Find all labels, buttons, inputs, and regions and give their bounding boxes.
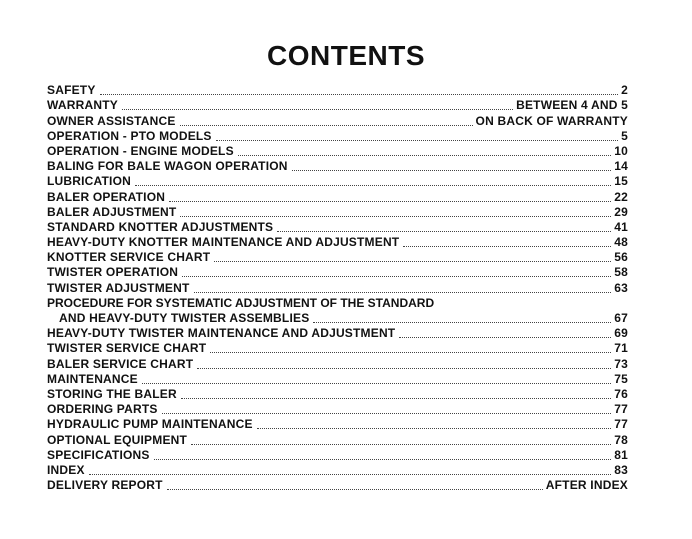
toc-entry-heavy-duty-twister[interactable] [47, 326, 628, 341]
toc-entry-label: SAFETY [47, 83, 96, 98]
toc-entry-page: 69 [614, 326, 628, 341]
leader-dots [89, 474, 612, 475]
toc-entry-specifications[interactable] [47, 448, 628, 463]
toc-entry-page: 14 [614, 159, 628, 174]
toc-entry-twister-adjustment[interactable] [47, 280, 628, 295]
toc-entry-standard-knotter-adjustments[interactable] [47, 220, 628, 235]
toc-entry-page: 71 [614, 341, 628, 356]
toc-entry-page: 76 [614, 386, 628, 401]
toc-entry-page: 73 [614, 356, 628, 371]
toc-entry-page: 2 [621, 83, 628, 98]
toc-entry-label: STORING THE BALER [47, 386, 177, 401]
toc-entry-twister-operation[interactable] [47, 265, 628, 280]
leader-dots [100, 94, 619, 95]
toc-entry-label: ORDERING PARTS [47, 402, 158, 417]
toc-entry-delivery-report[interactable] [47, 478, 628, 493]
toc-entry-label: BALING FOR BALE WAGON OPERATION [47, 159, 288, 174]
toc-entry-label: MAINTENANCE [47, 371, 138, 386]
toc-entry-page: 63 [614, 280, 628, 295]
toc-entry-heavy-duty-knotter[interactable] [47, 235, 628, 250]
toc-entry-knotter-service-chart[interactable] [47, 250, 628, 265]
toc-entry-maintenance[interactable] [47, 372, 628, 387]
toc-entry-page: 58 [614, 265, 628, 280]
toc-entry-label: TWISTER ADJUSTMENT [47, 280, 190, 295]
toc-entry-page: 83 [614, 462, 628, 477]
toc-entry-label: BALER ADJUSTMENT [47, 204, 177, 219]
toc-entry-safety[interactable] [47, 83, 628, 98]
toc-entry-label: DELIVERY REPORT [47, 478, 163, 493]
toc-entry-operation-engine-models[interactable] [47, 144, 628, 159]
leader-dots [238, 155, 611, 156]
leader-dots [182, 276, 611, 277]
toc-entry-page: ON BACK OF WARRANTY [475, 113, 628, 128]
toc-entry-index[interactable] [47, 463, 628, 478]
leader-dots [135, 185, 611, 186]
toc-entry-label: HEAVY-DUTY KNOTTER MAINTENANCE AND ADJUSTMENT [47, 235, 400, 250]
table-of-contents [47, 83, 628, 493]
toc-entry-label: SPECIFICATIONS [47, 447, 150, 462]
toc-entry-label: OWNER ASSISTANCE [47, 113, 176, 128]
toc-entry-baler-service-chart[interactable] [47, 356, 628, 371]
toc-entry-label-line1: PROCEDURE FOR SYSTEMATIC ADJUSTMENT OF THE STANDARD [47, 295, 435, 310]
toc-entry-baling-for-bale-wagon[interactable] [47, 159, 628, 174]
leader-dots [162, 413, 612, 414]
toc-entry-label: BALER SERVICE CHART [47, 356, 194, 371]
leader-dots [180, 216, 611, 217]
leader-dots [214, 261, 611, 262]
toc-entry-page: 75 [614, 371, 628, 386]
toc-entry-page: 67 [614, 311, 628, 325]
toc-entry-label-line2: AND HEAVY-DUTY TWISTER ASSEMBLIES [59, 311, 310, 325]
toc-entry-label: TWISTER SERVICE CHART [47, 341, 207, 356]
toc-entry-page: 15 [614, 174, 628, 189]
leader-dots [216, 140, 618, 141]
toc-entry-label: INDEX [47, 462, 85, 477]
toc-entry-page: 81 [614, 447, 628, 462]
leader-dots [197, 368, 611, 369]
toc-entry-page: BETWEEN 4 AND 5 [516, 98, 628, 113]
toc-entry-label: KNOTTER SERVICE CHART [47, 250, 211, 265]
toc-entry-label: STANDARD KNOTTER ADJUSTMENTS [47, 219, 274, 234]
leader-dots [313, 322, 611, 323]
toc-entry-baler-operation[interactable] [47, 189, 628, 204]
toc-entry-page: 29 [614, 204, 628, 219]
toc-entry-page: 41 [614, 219, 628, 234]
toc-entry-ordering-parts[interactable] [47, 402, 628, 417]
toc-entry-owner-assistance[interactable] [47, 113, 628, 128]
leader-dots [292, 170, 612, 171]
toc-entry-optional-equipment[interactable] [47, 432, 628, 447]
toc-entry-page: 48 [614, 235, 628, 250]
toc-entry-storing-the-baler[interactable] [47, 387, 628, 402]
toc-entry-label: TWISTER OPERATION [47, 265, 179, 280]
leader-dots [122, 109, 513, 110]
toc-entry-page: 22 [614, 189, 628, 204]
toc-entry-continuation [47, 311, 628, 326]
toc-entry-twister-service-chart[interactable] [47, 341, 628, 356]
toc-entry-page: 10 [614, 143, 628, 158]
toc-entry-page: 5 [621, 128, 628, 143]
leader-dots [210, 352, 611, 353]
toc-entry-label: HYDRAULIC PUMP MAINTENANCE [47, 417, 253, 432]
toc-entry-label: OPERATION - PTO MODELS [47, 128, 212, 143]
toc-entry-page: AFTER INDEX [545, 478, 628, 493]
toc-entry-page: 78 [614, 432, 628, 447]
leader-dots [180, 125, 473, 126]
leader-dots [167, 489, 543, 490]
toc-entry-lubrication[interactable] [47, 174, 628, 189]
leader-dots [277, 231, 611, 232]
toc-entry-operation-pto-models[interactable] [47, 129, 628, 144]
toc-entry-hydraulic-pump-maintenance[interactable] [47, 417, 628, 432]
toc-entry-systematic-adjustment-procedure[interactable] [47, 296, 628, 326]
toc-entry-label: OPTIONAL EQUIPMENT [47, 432, 188, 447]
toc-entry-page: 56 [614, 250, 628, 265]
toc-entry-label: OPERATION - ENGINE MODELS [47, 143, 234, 158]
toc-entry-page: 77 [614, 402, 628, 417]
toc-entry-label: HEAVY-DUTY TWISTER MAINTENANCE AND ADJUSTMENT [47, 326, 396, 341]
leader-dots [194, 292, 612, 293]
leader-dots [191, 444, 611, 445]
toc-entry-label: LUBRICATION [47, 174, 131, 189]
leader-dots [181, 398, 611, 399]
leader-dots [257, 428, 612, 429]
toc-entry-baler-adjustment[interactable] [47, 205, 628, 220]
toc-entry-warranty[interactable] [47, 98, 628, 113]
page-title: CONTENTS [267, 40, 425, 71]
leader-dots [154, 459, 612, 460]
leader-dots [403, 246, 611, 247]
toc-entry-label: BALER OPERATION [47, 189, 166, 204]
toc-entry-label: WARRANTY [47, 98, 118, 113]
toc-entry-page: 77 [614, 417, 628, 432]
leader-dots [169, 201, 611, 202]
leader-dots [399, 337, 611, 338]
leader-dots [142, 383, 611, 384]
